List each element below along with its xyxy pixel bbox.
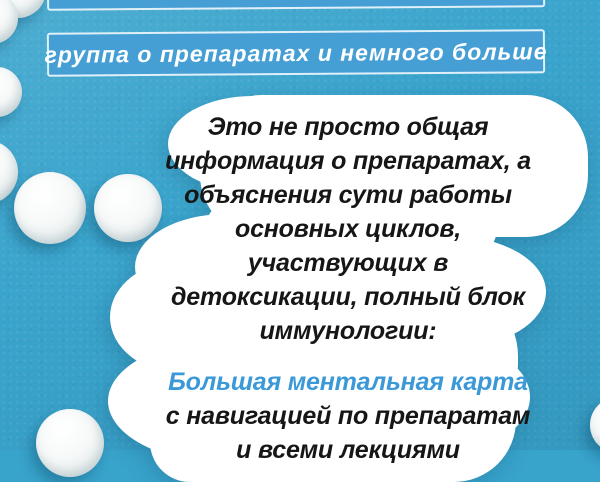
bubble-line: информация о препаратах, а xyxy=(165,147,531,175)
bubble-line: с навигацией по препаратам xyxy=(165,402,531,430)
bubble-line: иммунологии: xyxy=(259,317,437,345)
bubble-line: участвующих в xyxy=(247,249,449,277)
bubble-line: объяснения сути работы xyxy=(184,181,512,209)
highlight-line: Большая ментальная карта xyxy=(168,368,528,396)
bubble-line: Это не просто общая xyxy=(207,113,489,141)
bubble-line: основных циклов, xyxy=(235,215,461,243)
group-label: группа о препаратах и немного больше xyxy=(44,37,548,68)
bubble-text xyxy=(110,110,586,467)
bubble-line: и всеми лекциями xyxy=(236,436,460,464)
bubble-line: детоксикации, полный блок xyxy=(171,283,525,311)
